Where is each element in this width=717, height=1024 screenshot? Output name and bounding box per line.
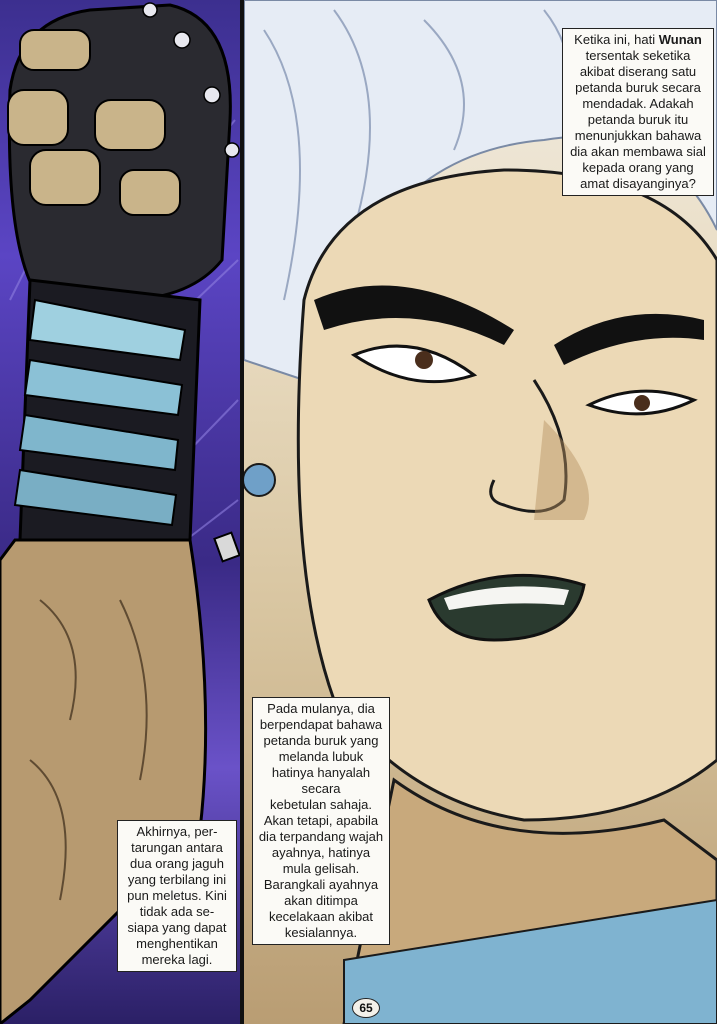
caption-box-middle: Pada mulanya, dia berpendapat bahawa petanda buruk yang melanda lubuk hatinya hanyalah secara kebetulan sahaja. Akan tetapi, apabila dia terpandang wajah ayahnya, hatinya mula gelisah. Barangkali ayahnya akan ditimpa kecelakaan akibat kesialannya. [252, 697, 390, 945]
page-number-badge: 65 [352, 998, 380, 1018]
character-name: Wunan [658, 32, 702, 47]
caption-box-bottom: Akhirnya, per- tarungan antara dua orang jaguh yang terbilang ini pun meletus. Kini tidak ada se- siapa yang dapat menghentikan mereka lagi. [117, 820, 237, 972]
debris-fragment [214, 533, 239, 562]
right-pupil [634, 395, 650, 411]
caption-top-text-start: Ketika ini, hati [574, 32, 659, 47]
forearm-armor-bands [15, 280, 200, 540]
earring [244, 464, 275, 496]
left-pupil [415, 351, 433, 369]
caption-top-text-end: tersentak seketika akibat diserang satu petanda buruk secara mendadak. Adakah petanda buruk itu menunjukkan bahawa dia akan membawa sial kepada orang yang amat disayanginya? [570, 48, 706, 191]
caption-box-top [562, 28, 714, 196]
